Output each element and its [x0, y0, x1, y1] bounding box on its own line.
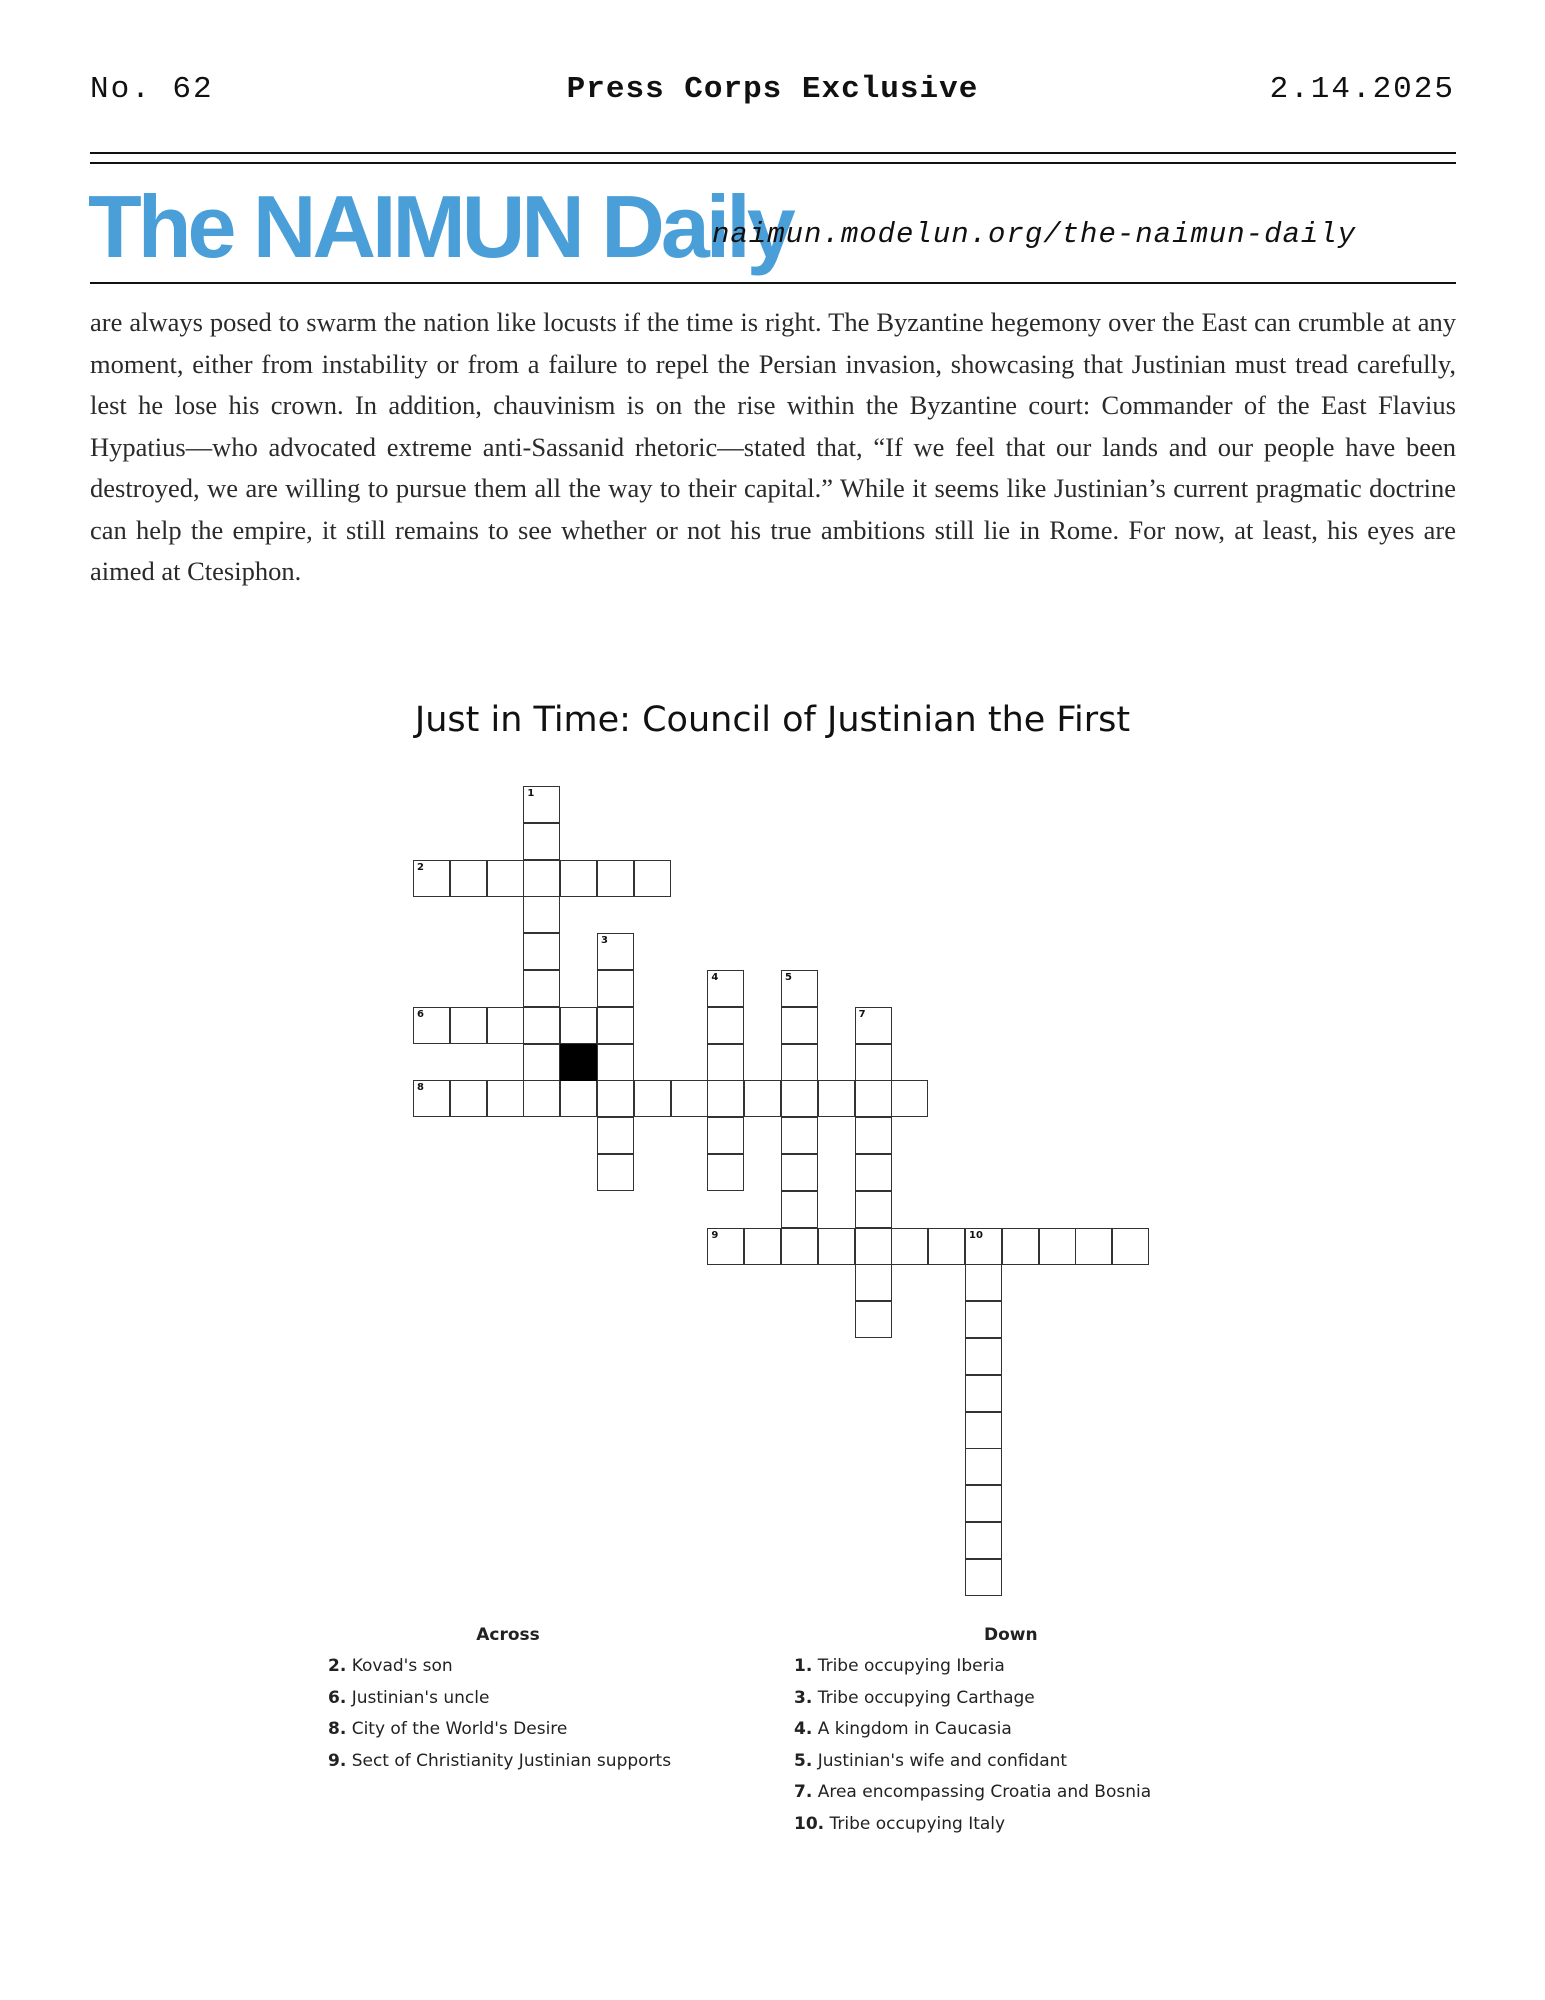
- crossword-cell[interactable]: [597, 1154, 634, 1191]
- crossword-cell[interactable]: [965, 1485, 1002, 1522]
- crossword-cell[interactable]: [523, 823, 560, 860]
- issue-number: No. 62: [90, 72, 214, 107]
- top-rule-2: [90, 162, 1456, 164]
- article-body: are always posed to swarm the nation like locusts if the time is right. The Byzantine hegemony over the East can crumble at any moment, either from instability or from a failure to repel the Persian invasion, showcasing that Justinian must tread carefully, lest he lose his crown. In addition, chauvinism is on the rise within the Byzantine court: Commander of the East Flavius Hypatius—who advocated extreme anti-Sassanid rhetoric—stated that, “If we feel that our lands and our people have been destroyed, we are willing to pursue them all the way to their capital.” While it seems like Justinian’s current pragmatic doctrine can help the empire, it still remains to see whether or not his true ambitions still lie in Rome. For now, at least, his eyes are aimed at Ctesiphon.: [90, 307, 1456, 586]
- crossword-cell[interactable]: [781, 1044, 818, 1081]
- across-clues: [328, 1625, 688, 1777]
- crossword-cell[interactable]: [707, 1228, 744, 1265]
- crossword-cell-number: 10: [969, 1229, 983, 1241]
- crossword-title: Just in Time: Council of Justinian the First: [414, 700, 1131, 740]
- crossword-cell[interactable]: [707, 970, 744, 1007]
- crossword-cell-number: 4: [711, 972, 719, 983]
- across-heading: Across: [476, 1625, 540, 1645]
- crossword-cell[interactable]: [1039, 1228, 1076, 1265]
- crossword-cell-number: 8: [417, 1082, 424, 1094]
- crossword-cell[interactable]: [818, 1080, 855, 1117]
- crossword-cell[interactable]: [965, 1448, 1002, 1485]
- crossword-cell[interactable]: [671, 1080, 708, 1117]
- crossword-cell[interactable]: [781, 1007, 818, 1044]
- crossword-cell[interactable]: [523, 970, 560, 1007]
- crossword-cell[interactable]: [560, 1080, 597, 1117]
- crossword-cell[interactable]: [707, 1154, 744, 1191]
- clue-down-5: 5. Justinian's wife and confidant: [794, 1750, 1068, 1771]
- crossword-cell[interactable]: [413, 860, 450, 897]
- crossword-cell[interactable]: [855, 1044, 892, 1081]
- crossword-cell[interactable]: [413, 1007, 450, 1044]
- crossword-cell[interactable]: [855, 1007, 892, 1044]
- crossword-cell[interactable]: [891, 1080, 928, 1117]
- crossword-cell[interactable]: [965, 1375, 1002, 1412]
- crossword-cell[interactable]: [560, 860, 597, 897]
- crossword-cell-number: 6: [417, 1008, 424, 1020]
- crossword-cell[interactable]: [523, 933, 560, 970]
- crossword-cell[interactable]: [523, 1007, 560, 1044]
- down-heading: Down: [984, 1625, 1038, 1645]
- crossword-cell[interactable]: [965, 1228, 1002, 1265]
- crossword-cell[interactable]: [523, 896, 560, 933]
- crossword-cell[interactable]: [965, 1559, 1002, 1596]
- crossword-cell[interactable]: [855, 1080, 892, 1117]
- crossword-cell[interactable]: [891, 1228, 928, 1265]
- crossword-cell[interactable]: [855, 1301, 892, 1338]
- crossword-cell[interactable]: [523, 786, 560, 823]
- crossword-cell[interactable]: [597, 970, 634, 1007]
- crossword-cell[interactable]: [523, 1044, 560, 1081]
- crossword-cell[interactable]: [1075, 1228, 1112, 1265]
- crossword-cell[interactable]: [781, 1228, 818, 1265]
- clue-down-1: 1. Tribe occupying Iberia: [794, 1656, 1005, 1676]
- issue-bar: [90, 72, 1455, 112]
- masthead-rule: [90, 282, 1456, 284]
- crossword-cell-number: 3: [601, 935, 608, 947]
- crossword-cell[interactable]: [450, 1080, 487, 1117]
- crossword-cell[interactable]: [744, 1228, 781, 1265]
- clue-down-10: 10. Tribe occupying Italy: [794, 1813, 1006, 1834]
- crossword-cell[interactable]: [487, 860, 524, 897]
- issue-date: 2.14.2025: [1269, 72, 1455, 107]
- crossword-cell[interactable]: [781, 1080, 818, 1117]
- crossword-black-cell: [560, 1044, 597, 1081]
- crossword-cell[interactable]: [597, 933, 634, 970]
- crossword-cell[interactable]: [413, 1080, 450, 1117]
- masthead-title: The NAIMUN Daily: [88, 177, 792, 276]
- crossword-cell-number: 1: [527, 788, 535, 799]
- crossword-cell-number: 7: [858, 1008, 866, 1020]
- clue-across-8: 8. City of the World's Desire: [328, 1719, 568, 1739]
- crossword-cell[interactable]: [707, 1044, 744, 1081]
- down-clues: [794, 1625, 1194, 1840]
- top-rule-1: [90, 152, 1456, 154]
- clue-down-3: 3. Tribe occupying Carthage: [794, 1687, 1035, 1708]
- crossword-cell[interactable]: [597, 860, 634, 897]
- crossword-cell[interactable]: [965, 1522, 1002, 1559]
- crossword-cell[interactable]: [450, 860, 487, 897]
- crossword-cell[interactable]: [744, 1080, 781, 1117]
- crossword-cell[interactable]: [597, 1044, 634, 1081]
- crossword-cell[interactable]: [560, 1007, 597, 1044]
- crossword-cell[interactable]: [855, 1264, 892, 1301]
- crossword-cell-number: 2: [417, 861, 424, 873]
- crossword-cell[interactable]: [523, 860, 560, 897]
- crossword-cell[interactable]: [855, 1191, 892, 1228]
- crossword-cell[interactable]: [707, 1080, 744, 1117]
- crossword-cell-number: 5: [785, 972, 792, 983]
- crossword-cell[interactable]: [634, 860, 671, 897]
- crossword-cell-number: 9: [711, 1229, 719, 1241]
- crossword-cell[interactable]: [781, 1154, 818, 1191]
- crossword-cell[interactable]: [965, 1412, 1002, 1449]
- crossword-cell[interactable]: [855, 1154, 892, 1191]
- clue-across-6: 6. Justinian's uncle: [328, 1687, 490, 1708]
- clue-across-2: 2. Kovad's son: [328, 1656, 453, 1676]
- crossword-cell[interactable]: [487, 1080, 524, 1117]
- clue-down-7: 7. Area encompassing Croatia and Bosnia: [794, 1782, 1152, 1802]
- clue-across-9: 9. Sect of Christianity Justinian supports: [328, 1750, 672, 1771]
- crossword-cell[interactable]: [523, 1080, 560, 1117]
- crossword-cell[interactable]: [707, 1007, 744, 1044]
- crossword-cell[interactable]: [928, 1228, 965, 1265]
- crossword-cell[interactable]: [781, 1191, 818, 1228]
- crossword-cell[interactable]: [855, 1117, 892, 1154]
- crossword-cell[interactable]: [965, 1338, 1002, 1375]
- crossword-cell[interactable]: [450, 1007, 487, 1044]
- crossword-cell[interactable]: [487, 1007, 524, 1044]
- crossword-cell[interactable]: [634, 1080, 671, 1117]
- section-label: Press Corps Exclusive: [566, 72, 979, 107]
- crossword-cell[interactable]: [818, 1228, 855, 1265]
- crossword-cell[interactable]: [597, 1117, 634, 1154]
- crossword-cell[interactable]: [965, 1264, 1002, 1301]
- crossword-cell[interactable]: [965, 1301, 1002, 1338]
- crossword-cell[interactable]: [781, 970, 818, 1007]
- masthead-url[interactable]: naimun.modelun.org/the-naimun-daily: [712, 218, 1357, 251]
- crossword-cell[interactable]: [855, 1228, 892, 1265]
- clue-down-4: 4. A kingdom in Caucasia: [794, 1719, 1012, 1739]
- crossword-cell[interactable]: [597, 1080, 634, 1117]
- crossword-cell[interactable]: [597, 1007, 634, 1044]
- crossword-cell[interactable]: [1002, 1228, 1039, 1265]
- crossword-cell[interactable]: [781, 1117, 818, 1154]
- crossword-cell[interactable]: [1112, 1228, 1149, 1265]
- crossword-cell[interactable]: [707, 1117, 744, 1154]
